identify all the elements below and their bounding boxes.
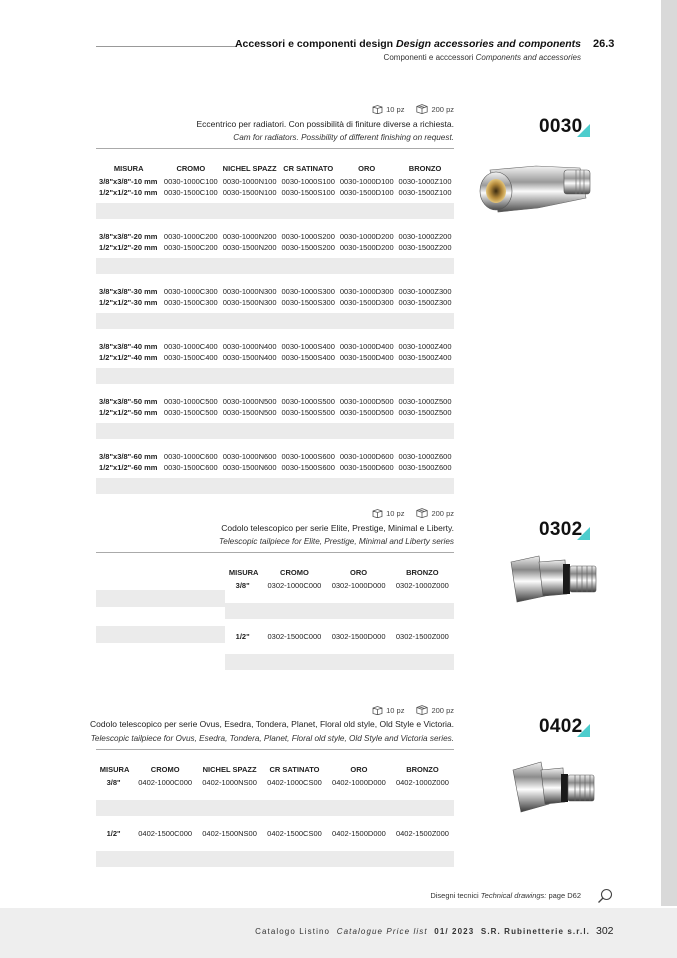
description-en: Cam for radiators. Possibility of different finishing on request. bbox=[233, 133, 454, 142]
box-small-icon bbox=[372, 509, 383, 518]
col-header: CROMO bbox=[176, 163, 206, 173]
table-row: 3/8"x3/8"-60 mm 0030-1000C600 0030-1000N600 0030-1000S600 0030-1000D600 0030-1000Z600 bbox=[99, 452, 452, 461]
description-it: Eccentrico per radiatori. Con possibilità di finiture diverse a richiesta. bbox=[196, 119, 454, 129]
col-header: CR SATINATO bbox=[283, 163, 334, 173]
description-rule bbox=[96, 552, 454, 553]
row-separator bbox=[96, 800, 454, 816]
col-header: ORO bbox=[350, 567, 368, 577]
table-row: 1/2"x1/2"-60 mm 0030-1500C600 0030-1500N600 0030-1500S600 0030-1500D600 0030-1500Z600 bbox=[99, 463, 452, 472]
description-en: Telescopic tailpiece for Ovus, Esedra, Tondera, Planet, Floral old style, Old Style and Victoria series. bbox=[90, 734, 454, 743]
col-header: MISURA bbox=[99, 764, 130, 774]
packaging-info bbox=[372, 705, 454, 715]
pack-large-qty: 200 pz bbox=[431, 104, 454, 114]
col-header: MISURA bbox=[228, 567, 259, 577]
page-footer bbox=[0, 908, 677, 958]
table-row: 1/2"x1/2"-10 mm 0030-1500C100 0030-1500N100 0030-1500S100 0030-1500D100 0030-1500Z100 bbox=[99, 188, 452, 197]
table-row: 3/8"x3/8"-10 mm 0030-1000C100 0030-1000N100 0030-1000S100 0030-1000D100 0030-1000Z100 bbox=[99, 177, 452, 186]
product-code: 0402 bbox=[539, 716, 582, 738]
product-table-0402 bbox=[96, 761, 454, 867]
col-header: BRONZO bbox=[408, 163, 442, 173]
col-header: NICHEL SPAZZ bbox=[222, 163, 277, 173]
row-separator bbox=[225, 654, 454, 670]
table-row: 1/2"x1/2"-20 mm 0030-1500C200 0030-1500N200 0030-1500S200 0030-1500D200 0030-1500Z200 bbox=[99, 243, 452, 252]
table-row: 3/8" 0402-1000C000 0402-1000NS00 0402-1000CS00 0402-1000D000 0402-1000Z000 bbox=[106, 778, 449, 787]
page-number: 302 bbox=[596, 925, 614, 937]
box-small-icon bbox=[372, 706, 383, 715]
table-row: 1/2"x1/2"-30 mm 0030-1500C300 0030-1500N300 0030-1500S300 0030-1500D300 0030-1500Z300 bbox=[99, 298, 452, 307]
box-small-icon bbox=[372, 105, 383, 114]
box-large-icon bbox=[416, 508, 428, 518]
col-header: CROMO bbox=[150, 764, 180, 774]
table-row: 3/8"x3/8"-40 mm 0030-1000C400 0030-1000N400 0030-1000S400 0030-1000D400 0030-1000Z400 bbox=[99, 342, 452, 351]
magnifier-icon[interactable] bbox=[597, 888, 613, 909]
box-large-icon bbox=[416, 104, 428, 114]
section-number: 26.3 bbox=[593, 38, 615, 50]
side-bar bbox=[661, 0, 677, 906]
table-row: 1/2"x1/2"-50 mm 0030-1500C500 0030-1500N500 0030-1500S500 0030-1500D500 0030-1500Z500 bbox=[99, 408, 452, 417]
col-header: ORO bbox=[350, 764, 368, 774]
header-rule bbox=[96, 46, 236, 47]
table-row: 1/2" 0402-1500C000 0402-1500NS00 0402-1500CS00 0402-1500D000 0402-1500Z000 bbox=[106, 829, 449, 838]
col-header: CROMO bbox=[280, 567, 309, 577]
table-row: 3/8"x3/8"-20 mm 0030-1000C200 0030-1000N200 0030-1000S200 0030-1000D200 0030-1000Z200 bbox=[99, 232, 452, 241]
row-separator-ext bbox=[96, 626, 225, 643]
description-rule bbox=[96, 148, 454, 149]
row-separator bbox=[225, 603, 454, 619]
col-header: ORO bbox=[358, 163, 376, 173]
product-photo-0302 bbox=[505, 548, 601, 617]
technical-drawings-ref: Disegni tecnici Technical drawings: page D62 bbox=[430, 891, 581, 900]
pack-small-qty: 10 pz bbox=[386, 104, 405, 114]
row-separator bbox=[96, 313, 454, 329]
product-photo-0402 bbox=[505, 752, 601, 827]
description-it: Codolo telescopico per serie Ovus, Esedra, Tondera, Planet, Floral old style, Old Style e Victoria. bbox=[90, 719, 454, 729]
pack-large-qty: 200 pz bbox=[431, 705, 454, 715]
description-rule bbox=[96, 749, 454, 750]
col-header: BRONZO bbox=[406, 567, 439, 577]
row-separator bbox=[96, 851, 454, 867]
product-table-0302 bbox=[225, 564, 454, 670]
page-subtitle: Componenti e acccessori Components and accessories bbox=[383, 53, 581, 62]
row-separator bbox=[96, 368, 454, 384]
table-row: 1/2"x1/2"-40 mm 0030-1500C400 0030-1500N400 0030-1500S400 0030-1500D400 0030-1500Z400 bbox=[99, 353, 452, 362]
product-photo-0030 bbox=[476, 158, 600, 225]
row-separator bbox=[96, 203, 454, 219]
footer-catalog: Catalogo Listino Catalogue Price list 01/ 2023 S.R. Rubinetterie s.r.l. bbox=[255, 927, 590, 936]
packaging-info bbox=[372, 104, 454, 114]
product-code: 0030 bbox=[539, 116, 582, 138]
pack-small-qty: 10 pz bbox=[386, 705, 405, 715]
product-code: 0302 bbox=[539, 519, 582, 541]
product-table-0030 bbox=[96, 160, 454, 494]
table-row: 3/8" 0302-1000C000 0302-1000D000 0302-1000Z000 bbox=[235, 581, 449, 590]
description-it: Codolo telescopico per serie Elite, Prestige, Minimal e Liberty. bbox=[221, 523, 454, 533]
packaging-info bbox=[372, 508, 454, 518]
row-separator bbox=[96, 423, 454, 439]
page-title: Accessori e componenti design Design accessories and components bbox=[234, 38, 581, 50]
table-row: 3/8"x3/8"-50 mm 0030-1000C500 0030-1000N500 0030-1000S500 0030-1000D500 0030-1000Z500 bbox=[99, 397, 452, 406]
pack-small-qty: 10 pz bbox=[386, 508, 405, 518]
col-header: CR SATINATO bbox=[269, 764, 320, 774]
row-separator-ext bbox=[96, 590, 225, 607]
col-header: BRONZO bbox=[406, 764, 439, 774]
table-row: 3/8"x3/8"-30 mm 0030-1000C300 0030-1000N300 0030-1000S300 0030-1000D300 0030-1000Z300 bbox=[99, 287, 452, 296]
box-large-icon bbox=[416, 705, 428, 715]
table-row: 1/2" 0302-1500C000 0302-1500D000 0302-1500Z000 bbox=[235, 632, 449, 641]
row-separator bbox=[96, 258, 454, 274]
row-separator bbox=[96, 478, 454, 494]
pack-large-qty: 200 pz bbox=[431, 508, 454, 518]
col-header: NICHEL SPAZZ bbox=[202, 764, 257, 774]
description-en: Telescopic tailpiece for Elite, Prestige, Minimal and Liberty series bbox=[219, 537, 454, 546]
col-header: MISURA bbox=[113, 163, 144, 173]
